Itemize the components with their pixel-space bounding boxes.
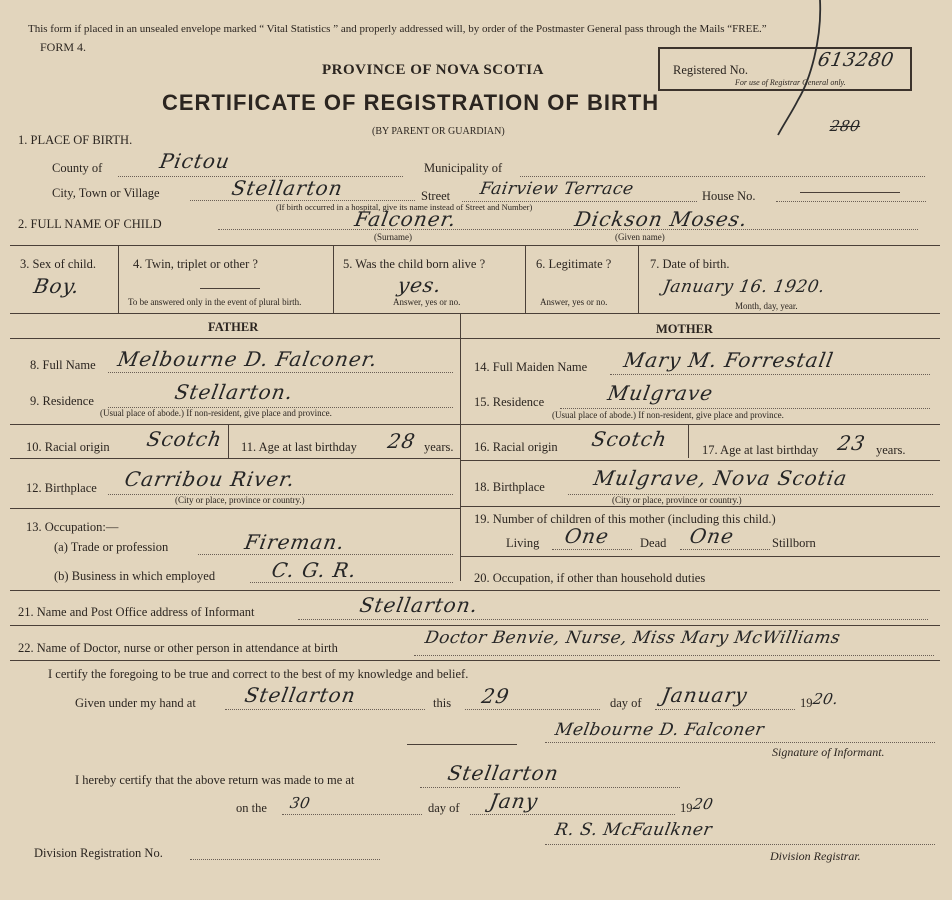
mother-res-value: Mulgrave: [605, 381, 716, 405]
doctor-line: [414, 655, 934, 656]
mother-birthplace-note: (City or place, province or country.): [612, 495, 742, 505]
informant-label: 21. Name and Post Office address of Informant: [18, 605, 255, 619]
registrar-signature-line: [545, 844, 935, 845]
given-label: Given under my hand at: [75, 696, 196, 710]
informant-signature-line: [545, 742, 935, 743]
mother-birthplace-label: 18. Birthplace: [474, 480, 545, 494]
alive-note: Answer, yes or no.: [393, 297, 461, 307]
father-trade-value: Fireman.: [242, 530, 347, 554]
division-registrar-label: Division Registrar.: [770, 849, 861, 863]
given-month-line: [655, 709, 795, 710]
place-of-birth-label: 1. PLACE OF BIRTH.: [18, 133, 133, 147]
rule-mother-children: [460, 506, 940, 507]
mother-name-line: [610, 374, 930, 375]
city-line: [190, 200, 415, 201]
certify-text: I certify the foregoing to be true and correct to the best of my knowledge and belief.: [48, 667, 469, 681]
dob-value: January 16. 1920.: [661, 277, 827, 297]
on-the-label: on the: [236, 801, 267, 815]
ink-stroke: [770, 0, 830, 140]
father-trade-line: [198, 554, 453, 555]
rule-v3: [525, 245, 526, 313]
father-race-label: 10. Racial origin: [26, 440, 110, 454]
rule-doctor-top: [10, 625, 940, 626]
mother-name-value: Mary M. Forrestall: [621, 348, 836, 372]
mother-race-label: 16. Racial origin: [474, 440, 558, 454]
return-day-line: [282, 814, 422, 815]
mother-birthplace-value: Mulgrave, Nova Scotia: [591, 466, 850, 490]
dob-note: Month, day, year.: [735, 301, 798, 311]
father-res-note: (Usual place of abode.) If non-resident, give place and province.: [100, 408, 332, 418]
mother-dead-value: One: [687, 524, 737, 548]
twin-note: To be answered only in the event of plural birth.: [128, 297, 302, 307]
rule-father-occupation: [10, 508, 460, 509]
day-of-label: day of: [610, 696, 642, 710]
doctor-label: 22. Name of Doctor, nurse or other person in attendance at birth: [18, 641, 338, 655]
mother-dead-label: Dead: [640, 536, 667, 550]
dob-label: 7. Date of birth.: [650, 257, 730, 271]
house-label: House No.: [702, 189, 756, 203]
father-years: years.: [424, 440, 454, 454]
given-day-line: [465, 709, 600, 710]
county-value: Pictou: [157, 149, 233, 173]
municipality-line: [520, 176, 925, 177]
given-name-note: (Given name): [615, 232, 665, 242]
father-birthplace-note: (City or place, province or country.): [175, 495, 305, 505]
rule-parents-top: [10, 313, 940, 314]
father-res-label: 9. Residence: [30, 394, 94, 408]
form-number: FORM 4.: [40, 40, 87, 54]
father-business-line: [250, 582, 453, 583]
father-trade-label: (a) Trade or profession: [54, 540, 169, 554]
twin-label: 4. Twin, triplet or other ?: [133, 257, 258, 271]
rule-v1: [118, 245, 119, 313]
certificate-subtitle: (BY PARENT OR GUARDIAN): [372, 126, 505, 137]
corner-number: 280: [828, 117, 862, 135]
mother-res-label: 15. Residence: [474, 395, 545, 409]
rule-v4: [638, 245, 639, 313]
twin-dash: [200, 288, 260, 289]
rule-short-sig: [407, 744, 517, 745]
mother-age-value: 23: [835, 431, 868, 455]
rule-father-race-divider: [228, 424, 229, 458]
registered-number: 613280: [816, 49, 896, 71]
registered-label: Registered No.: [673, 63, 748, 77]
informant-line: [298, 619, 928, 620]
father-age-value: 28: [385, 429, 418, 453]
province-name: PROVINCE OF NOVA SCOTIA: [322, 62, 544, 78]
county-label: County of: [52, 161, 103, 175]
child-surname: Falconer.: [352, 207, 459, 231]
registrar-day-of-label: day of: [428, 801, 460, 815]
city-label: City, Town or Village: [52, 186, 160, 200]
mother-stillborn-label: Stillborn: [772, 536, 816, 550]
doctor-value: Doctor Benvie, Nurse, Miss Mary McWilliams: [423, 628, 842, 648]
alive-value: yes.: [395, 273, 444, 297]
postal-notice: This form if placed in an unsealed envelope marked “ Vital Statistics ” and properly addressed will, by order of the Postmaster General pass through the Mails “FREE.”: [28, 23, 767, 35]
return-month: Jany: [487, 789, 541, 813]
return-day: 30: [288, 794, 312, 812]
return-month-line: [470, 814, 675, 815]
mother-living-value: One: [562, 524, 612, 548]
mother-age-label: 17. Age at last birthday: [702, 443, 819, 457]
return-place: Stellarton: [445, 761, 561, 785]
rule-father-birthplace: [10, 458, 460, 459]
father-name-label: 8. Full Name: [30, 358, 96, 372]
mother-name-label: 14. Full Maiden Name: [474, 360, 588, 374]
rule-father-race: [10, 424, 460, 425]
father-occupation-label: 13. Occupation:—: [26, 520, 119, 534]
return-text: I hereby certify that the above return was made to me at: [75, 773, 355, 787]
alive-label: 5. Was the child born alive ?: [343, 257, 486, 271]
rule-informant-top: [10, 590, 940, 591]
father-business-value: C. G. R.: [269, 558, 359, 582]
return-year-prefix: 19: [680, 801, 693, 815]
rule-parents-divider: [460, 313, 461, 581]
sex-label: 3. Sex of child.: [20, 257, 97, 271]
sex-value: Boy.: [31, 274, 82, 298]
father-name-line: [108, 372, 453, 373]
signature-informant-label: Signature of Informant.: [772, 745, 885, 759]
given-month: January: [659, 683, 750, 707]
house-line: [776, 201, 926, 202]
rule-mother-race: [460, 424, 940, 425]
given-place-line: [225, 709, 425, 710]
municipality-label: Municipality of: [424, 161, 503, 175]
given-year-prefix: 19: [800, 696, 813, 710]
mother-race-value: Scotch: [589, 427, 670, 451]
mother-living-line: [552, 549, 632, 550]
street-label: Street: [421, 189, 451, 203]
return-year-suffix: 20: [691, 795, 715, 813]
mother-children-label: 19. Number of children of this mother (including this child.): [474, 512, 776, 526]
rule-v2: [333, 245, 334, 313]
father-business-label: (b) Business in which employed: [54, 569, 216, 583]
legit-label: 6. Legitimate ?: [536, 257, 612, 271]
father-heading: FATHER: [208, 320, 259, 334]
surname-note: (Surname): [374, 232, 412, 242]
mother-occupation-label: 20. Occupation, if other than household duties: [474, 571, 706, 585]
division-registration-label: Division Registration No.: [34, 846, 163, 860]
child-name-line: [218, 229, 918, 230]
division-registration-line: [190, 859, 380, 860]
father-res-value: Stellarton.: [172, 380, 296, 404]
this-label: this: [433, 696, 452, 710]
certificate-title: CERTIFICATE OF REGISTRATION OF BIRTH: [162, 90, 660, 115]
rule-certify-top: [10, 660, 940, 661]
father-birthplace-label: 12. Birthplace: [26, 481, 97, 495]
rule-parents-heading: [10, 338, 940, 339]
given-place: Stellarton: [242, 683, 358, 707]
street-value: Fairview Terrace: [478, 179, 636, 199]
father-age-label: 11. Age at last birthday: [241, 440, 357, 454]
father-birthplace-value: Carribou River.: [122, 467, 298, 491]
mother-heading: MOTHER: [656, 322, 713, 336]
mother-res-line: [560, 408, 930, 409]
registrar-use-note: For use of Registrar General only.: [735, 78, 846, 87]
registrar-signature: R. S. McFaulkner: [553, 820, 714, 840]
return-place-line: [420, 787, 680, 788]
house-dash: [800, 192, 900, 193]
rule-row3-top: [10, 245, 940, 246]
legit-note: Answer, yes or no.: [540, 297, 608, 307]
rule-mother-race-divider: [688, 424, 689, 458]
mother-dead-line: [680, 549, 770, 550]
city-value: Stellarton: [229, 176, 345, 200]
given-year-suffix: 20.: [811, 690, 841, 708]
rule-mother-occupation: [460, 556, 940, 557]
informant-signature: Melbourne D. Falconer: [553, 720, 766, 740]
child-name-label: 2. FULL NAME OF CHILD: [18, 217, 162, 231]
father-name-value: Melbourne D. Falconer.: [115, 347, 380, 371]
mother-years: years.: [876, 443, 906, 457]
rule-mother-birthplace: [460, 460, 940, 461]
mother-res-note: (Usual place of abode.) If non-resident, give place and province.: [552, 410, 784, 420]
given-day: 29: [479, 684, 512, 708]
father-race-value: Scotch: [144, 427, 225, 451]
mother-living-label: Living: [506, 536, 540, 550]
informant-value: Stellarton.: [357, 593, 481, 617]
child-given-name: Dickson Moses.: [572, 207, 750, 231]
hospital-note: (If birth occurred in a hospital, give its name instead of Street and Number): [276, 202, 533, 212]
